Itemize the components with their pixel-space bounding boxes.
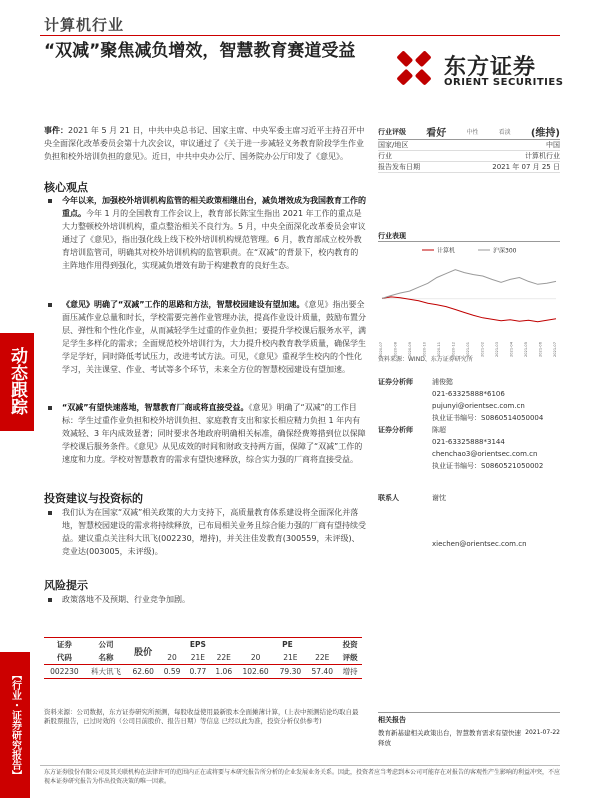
logo-cn: 东方证券 — [444, 55, 537, 80]
core-point-3 — [62, 401, 366, 466]
section-risk-heading: 风险提示 — [44, 579, 88, 592]
th-pe: PE — [282, 640, 293, 649]
x-tick-label: 2021-03 — [495, 342, 499, 358]
core-point-3-bold: “双减”有望快速落地，智慧教育厂商或将直接受益。 — [62, 403, 249, 412]
related-item-date: 2021-07-22 — [525, 729, 560, 736]
core-point-2-bold: 《意见》明确了“双减”工作的思路和方法，智慧校园建设有望加速。 — [62, 300, 305, 309]
series-line — [382, 297, 556, 322]
info-key: 行业 — [378, 152, 392, 160]
info-value: 计算机行业 — [525, 152, 560, 160]
bullet-icon — [48, 511, 52, 515]
x-tick-label: 2021-01 — [466, 342, 470, 358]
company-logo — [392, 46, 570, 98]
analyst-phone: 021-63325888*6106 — [432, 390, 505, 398]
analyst-name: 浦俊懿 — [432, 378, 453, 386]
core-point-2 — [62, 298, 366, 376]
cell-price: 62.60 — [132, 667, 154, 676]
x-tick-label: 2020-08 — [393, 342, 398, 358]
info-row-industry — [378, 151, 560, 162]
core-point-1 — [62, 194, 366, 272]
contact-email[interactable]: xiechen@orientsec.com.cn — [432, 540, 527, 548]
th-pe-20: 20 — [250, 653, 261, 662]
section-invest-heading: 投资建议与投资标的 — [44, 492, 143, 505]
report-category-text: 【行业・证券研究报告】 — [9, 670, 21, 780]
th-name-1: 公司 — [98, 640, 114, 649]
bullet-icon — [48, 303, 52, 307]
rating-value: 看好 — [426, 128, 447, 139]
contact-role: 联系人 — [378, 494, 399, 502]
cell-code: 002230 — [50, 667, 79, 676]
x-tick-label: 2020-07 — [379, 342, 383, 358]
table-row — [44, 665, 362, 679]
report-type-tag — [0, 333, 34, 431]
contact-name: 谢忱 — [432, 494, 446, 502]
footer-divider — [40, 765, 560, 766]
cell-eps-20: 0.59 — [163, 667, 181, 676]
report-title: “双减”聚焦减负增效，智慧教育赛道受益 — [44, 41, 356, 61]
related-item[interactable] — [378, 728, 560, 748]
bullet-icon — [48, 598, 52, 602]
report-type-text: 动态跟踪 — [7, 347, 27, 415]
cell-pe-20: 102.60 — [242, 667, 269, 676]
rating-block — [378, 124, 560, 173]
invest-paragraph: 我们认为在国家“双减”相关政策的大力支持下，高质量教育体系建设将全面深化并落地，智慧校园建设的需求将持续释放，已布局相关业务且综合能力强的厂商有望持续受益。建议重点关注科大讯飞(002230，增持)，并关注佳发教育(300559，未评级)、竞业达(003005，未评级)。 — [62, 508, 366, 556]
related-item-text: 教育新基建相关政策出台，智慧教育需求有望快速释放 — [378, 729, 521, 747]
th-code-1: 证券 — [56, 640, 72, 649]
chart-title: 行业表现 — [378, 231, 560, 242]
rating-maintain: (维持) — [530, 128, 560, 139]
series-line — [382, 270, 556, 299]
x-tick-label: 2021-07 — [553, 342, 557, 358]
analyst-phone: 021-63325888*3144 — [432, 438, 505, 446]
legend-label: 计算机 — [437, 247, 456, 255]
report-category-tag — [0, 652, 30, 798]
x-tick-label: 2020-11 — [437, 342, 441, 358]
info-value: 中国 — [546, 141, 560, 149]
bullet-icon — [48, 199, 52, 203]
x-tick-label: 2020-09 — [408, 342, 412, 358]
th-eps: EPS — [189, 640, 206, 649]
bullet-icon — [48, 406, 52, 410]
industry-performance-chart — [378, 244, 560, 358]
th-pe-21e: 21E — [283, 653, 298, 662]
analyst-name: 陈超 — [432, 426, 446, 434]
disclaimer: 东方证券股份有限公司及其关联机构在法律许可的范围内正在或将要与本研究报告所分析的企业发展业务关系。因此，投资者应当考虑到本公司可能存在对报告的客观性产生影响的利益冲突，不应视本证券研究报告为作出投资决策的唯一因素。 — [44, 769, 561, 785]
event-label: 事件： — [44, 126, 68, 135]
core-point-1-bold: 今年以来，加强校外培训机构监管的相关政策相继出台，减负增效成为我国教育工作的重点。 — [62, 196, 366, 218]
info-row-date — [378, 162, 560, 173]
th-rating-2: 评级 — [342, 653, 358, 662]
related-reports — [378, 712, 560, 748]
th-rating-1: 投资 — [342, 640, 358, 649]
info-key: 报告发布日期 — [378, 163, 420, 171]
rating-label: 行业评级 — [378, 127, 406, 136]
th-eps-20: 20 — [167, 653, 177, 662]
cell-eps-22e: 1.06 — [215, 667, 233, 676]
header-divider — [40, 35, 560, 36]
info-value: 2021 年 07 月 25 日 — [492, 163, 560, 171]
analyst-email[interactable]: pujunyi@orientsec.com.cn — [432, 402, 525, 410]
info-key: 国家/地区 — [378, 141, 409, 149]
table-footnote: 资料来源：公司数据，东方证券研究所预测，每股收益使用最新股本全面摊薄计算，(上表中预测结论均取自最新股票报告，已过时效的（公司目前股价、报告日期）等信息 已经以此为准，投资分析仅供参考) — [44, 708, 359, 725]
cell-eps-21e: 0.77 — [189, 667, 207, 676]
analyst-cert: 执业证书编号：S0860514050004 — [432, 414, 544, 422]
rating-mid: 中性 — [466, 129, 479, 136]
related-title: 相关报告 — [378, 716, 406, 724]
th-eps-21e: 21E — [190, 653, 206, 662]
analyst-role: 证券分析师 — [378, 378, 413, 386]
chart-source: 资料来源：WIND、东方证券研究所 — [378, 356, 473, 363]
analyst-role: 证券分析师 — [378, 426, 413, 434]
th-code-2: 代码 — [56, 653, 72, 662]
core-point-3-text: 《意见》明确了“双减”的工作目标：学生过重作业负担和校外培训负担、家庭教育支出和家长相应精力负担 1 年内有效减轻、3 年内成效显著；同时要求各地政府明确相关标准，确保经费筹措到位以保障学校课后服务条件。《意见》从见成效的时间和财政支持两方面，保障了“双减”工作的速度和力度。学校对智慧教育的需求有望快速释放，综合实力强的厂商将直接受益。 — [62, 403, 366, 464]
th-pe-22e: 22E — [315, 653, 330, 662]
analyst-email[interactable]: chenchao3@orientsec.com.cn — [432, 450, 538, 458]
logo-en: ORIENT SECURITIES — [444, 77, 564, 88]
th-eps-22e: 22E — [216, 653, 231, 662]
cell-pe-22e: 57.40 — [311, 667, 333, 676]
info-row-region — [378, 140, 560, 151]
stock-forecast-table — [44, 637, 362, 679]
x-tick-label: 2020-12 — [451, 342, 456, 358]
x-tick-label: 2021-04 — [509, 342, 514, 358]
x-tick-label: 2020-10 — [422, 342, 427, 358]
x-tick-label: 2021-05 — [524, 342, 528, 358]
section-core-heading: 核心观点 — [44, 181, 88, 194]
x-tick-label: 2021-02 — [480, 342, 485, 358]
industry-label: 计算机行业 — [44, 16, 125, 34]
risk-paragraph: 政策落地不及预期、行业竞争加剧。 — [62, 595, 190, 604]
cell-pe-21e: 79.30 — [279, 667, 302, 676]
event-text: 2021 年 5 月 21 日，中共中央总书记、国家主席、中央军委主席习近平主持召开中央全面深化改革委员会第十九次会议，审议通过了《关于进一步减轻义务教育阶段学生作业负担和校外培训负担的意见》。近日，中共中央办公厅、国务院办公厅印发了《意见》。 — [44, 126, 365, 161]
x-tick-label: 2021-06 — [538, 342, 543, 358]
cell-name: 科大讯飞 — [91, 667, 122, 676]
core-point-2-text: 《意见》指出要全面压减作业总量和时长，学校需要完善作业管理办法，提高作业设计质量，鼓励布置分层、弹性和个性化作业，从而减轻学生过重的作业负担；要提升学校课后服务水平，满足学生多样化的需求；全面规范校外培训行为，大力提升校内教育教学质量，确保学生学足学好，同时降低考试压力，改进考试方法。可见，《意见》重视学生校内的个性化学习，关注课堂、作业、考试等多个环节，未来全方位的智慧校园建设有望加速。 — [62, 300, 366, 374]
logo-mark-icon — [392, 46, 436, 90]
th-name-2: 名称 — [98, 653, 114, 662]
analyst-cert: 执业证书编号：S0860521050002 — [432, 462, 544, 470]
core-point-1-text: 今年 1 月的全国教育工作会议上，教育部长陈宝生指出 2021 年工作的重点是大力整顿校外培训机构，重点整治相关不良行为。5 月，中央全面深化改革委员会审议通过了《意见》，指出强化线上线下校外培训机构规范管理。6 月，教育部成立校外教育培训监管司，明确其对校外培训机构的监管职责。在“双减”的背景下，校内教育的主阵地作用得到强化，实现减负增效有助于构建教育的良好生态。 — [62, 209, 366, 270]
legend-label: 沪深300 — [493, 247, 517, 255]
cell-rating: 增持 — [342, 667, 358, 676]
th-price: 股价 — [134, 647, 153, 658]
rating-neg: 看淡 — [498, 129, 511, 136]
event-paragraph — [44, 124, 366, 163]
